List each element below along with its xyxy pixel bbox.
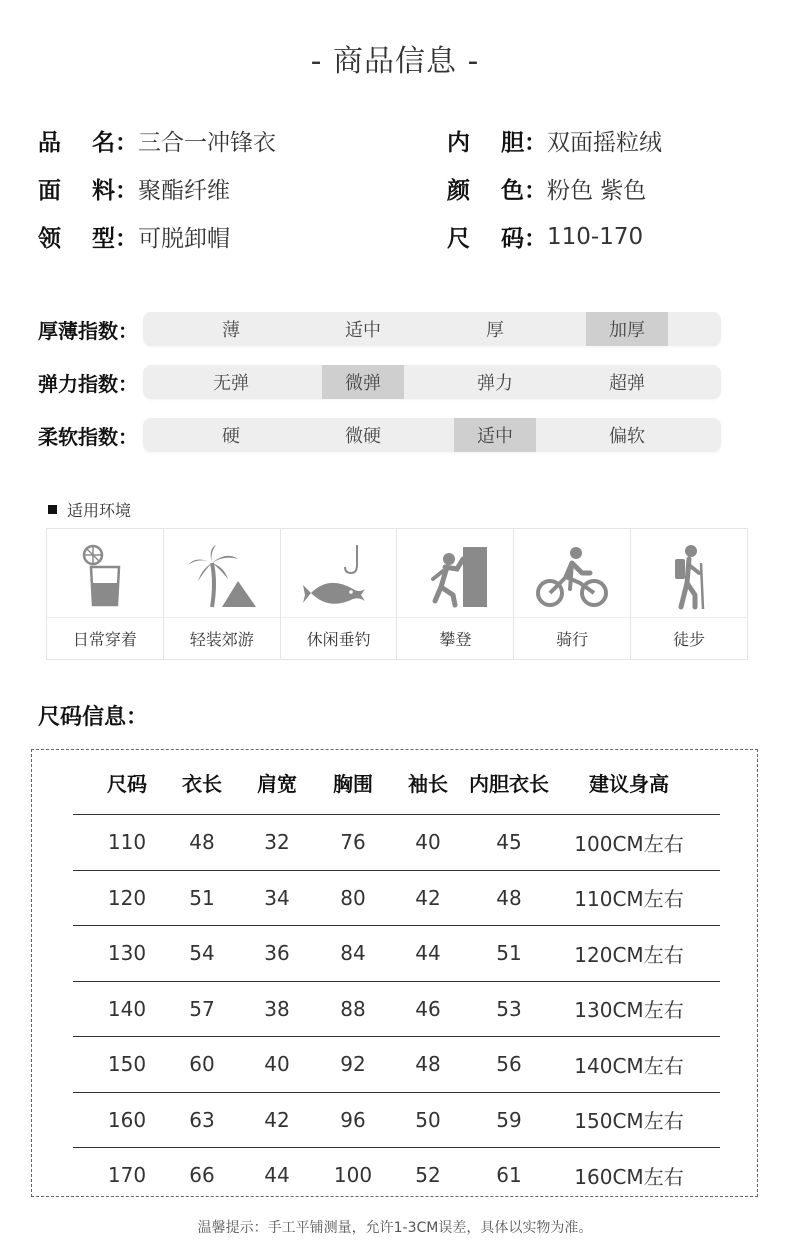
table-cell: 160CM左右 [574,1164,684,1189]
header-cell: 内胆衣长 [469,771,549,796]
header-cell: 尺码 [107,771,147,796]
table-row [73,925,720,981]
table-cell: 48 [189,830,215,855]
table-cell: 110 [107,830,147,855]
table-cell: 38 [264,996,290,1021]
table-cell: 52 [415,1163,441,1188]
table-row [73,981,720,1037]
table-cell: 84 [340,941,366,966]
environment-item: 日常穿着 [47,529,164,659]
table-cell: 57 [189,996,215,1021]
header-cell: 衣长 [182,771,222,796]
header-cell: 肩宽 [257,771,297,796]
table-cell: 51 [496,941,522,966]
table-row [73,870,720,926]
table-cell: 48 [496,885,522,910]
table-cell: 53 [496,996,522,1021]
table-cell: 76 [340,830,366,855]
table-cell: 66 [189,1163,215,1188]
softness-option: 微硬 [345,426,381,447]
header-cell: 袖长 [408,771,448,796]
table-cell: 50 [415,1107,441,1132]
thickness-index: 厚薄指数： 薄 适中 厚 加厚 [38,312,722,346]
table-cell: 44 [264,1163,290,1188]
table-cell: 32 [264,830,290,855]
measurement-note: 温馨提示：手工平铺测量，允许1-3CM误差，具体以实物为准。 [197,1220,593,1236]
environment-grid [46,528,748,660]
header-cell: 建议身高 [589,771,669,796]
table-row [73,814,720,870]
size-table [73,750,720,1203]
table-cell: 40 [415,830,441,855]
fish-hook-icon [303,543,375,611]
header-cell: 胸围 [333,771,373,796]
table-cell: 130 [107,941,147,966]
table-cell: 140CM左右 [574,1053,684,1078]
table-cell: 40 [264,1052,290,1077]
table-cell: 61 [496,1163,522,1188]
elasticity-option: 微弹 [322,365,404,399]
softness-option: 适中 [454,418,536,452]
table-cell: 130CM左右 [574,998,684,1023]
softness-index: 柔软指数： 硬 微硬 适中 偏软 [38,418,722,452]
thickness-option: 加厚 [586,312,668,346]
environment-header: 适用环境 [48,498,131,521]
info-color: 颜 色： 粉色 紫色 [447,178,647,204]
softness-option: 硬 [222,426,240,447]
table-cell: 46 [415,996,441,1021]
table-cell: 51 [189,885,215,910]
elasticity-option: 超弹 [609,373,645,394]
palm-tree-icon [186,543,258,611]
table-cell: 150CM左右 [574,1109,684,1134]
size-section-title: 尺码信息： [38,705,149,730]
size-table-box [31,749,758,1197]
thickness-index-bar [143,312,721,346]
table-cell: 120CM左右 [574,942,684,967]
softness-index-bar [143,418,721,452]
info-name: 品 名： 三合一冲锋衣 [38,130,276,156]
size-table-body [73,814,720,1203]
info-fabric: 面 料： 聚酯纤维 [38,178,230,204]
table-cell: 56 [496,1052,522,1077]
info-collar: 领 型： 可脱卸帽 [38,226,230,252]
table-cell: 100 [333,1163,373,1188]
table-cell: 120 [107,885,147,910]
table-cell: 110CM左右 [574,887,684,912]
thickness-option: 适中 [345,320,381,341]
size-table-header [73,750,720,814]
table-cell: 34 [264,885,290,910]
table-cell: 60 [189,1052,215,1077]
table-cell: 170 [107,1163,147,1188]
elasticity-index: 弹力指数： 无弹 微弹 弹力 超弹 [38,365,722,399]
table-cell: 63 [189,1107,215,1132]
table-row [73,1147,720,1203]
table-cell: 88 [340,996,366,1021]
table-cell: 54 [189,941,215,966]
drink-cup-icon [69,543,141,611]
table-cell: 92 [340,1052,366,1077]
environment-item: 攀登 [397,529,514,659]
table-row [73,1036,720,1092]
info-size: 尺 码： 110-170 [447,223,644,252]
table-cell: 48 [415,1052,441,1077]
environment-item: 轻装郊游 [164,529,281,659]
table-cell: 42 [264,1107,290,1132]
hiking-icon [653,543,725,611]
elasticity-index-bar [143,365,721,399]
softness-option: 偏软 [609,426,645,447]
environment-item: 休闲垂钓 [281,529,398,659]
elasticity-option: 弹力 [477,373,513,394]
environment-item: 徒步 [631,529,747,659]
info-lining: 内 胆： 双面摇粒绒 [447,130,662,156]
elasticity-option: 无弹 [213,373,249,394]
square-bullet-icon [48,505,57,514]
table-cell: 96 [340,1107,366,1132]
thickness-option: 厚 [486,320,504,341]
cycling-icon [536,543,608,611]
table-cell: 80 [340,885,366,910]
climbing-icon [419,543,491,611]
table-cell: 140 [107,996,147,1021]
table-cell: 45 [496,830,522,855]
table-cell: 100CM左右 [574,831,684,856]
table-row [73,1092,720,1148]
table-cell: 36 [264,941,290,966]
thickness-option: 薄 [222,320,240,341]
table-cell: 42 [415,885,441,910]
table-cell: 59 [496,1107,522,1132]
page-title: - 商品信息 - [310,44,480,79]
table-cell: 160 [107,1107,147,1132]
environment-item: 骑行 [514,529,631,659]
table-cell: 44 [415,941,441,966]
table-cell: 150 [107,1052,147,1077]
